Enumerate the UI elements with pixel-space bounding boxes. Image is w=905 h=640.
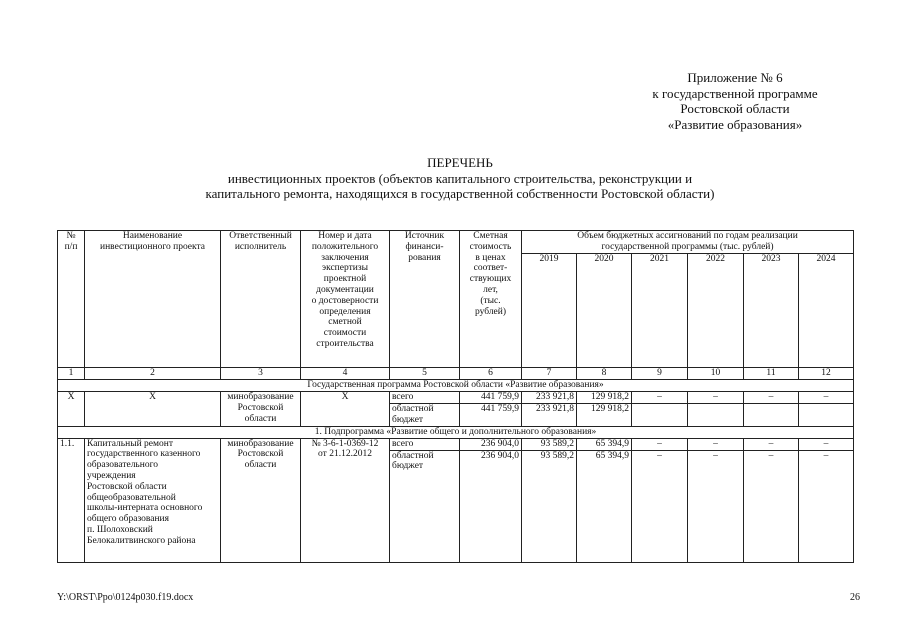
value-cell [632, 404, 688, 427]
column-number: 6 [460, 368, 522, 380]
project-executor: минобразование Ростовской области [221, 438, 301, 562]
value-cell: – [799, 392, 854, 404]
column-number: 4 [301, 368, 390, 380]
column-numbers-row [58, 368, 854, 380]
value-cell: 93 589,2 [522, 438, 577, 450]
cost-cell: 236 904,0 [460, 450, 522, 562]
value-cell: 233 921,8 [522, 404, 577, 427]
value-cell: 93 589,2 [522, 450, 577, 562]
title-line: капитального ремонта, находящихся в государственной собственности Ростовской области) [205, 186, 715, 201]
project-num: 1.1. [58, 438, 85, 562]
header-year: 2023 [744, 254, 799, 368]
column-number: 10 [688, 368, 744, 380]
program-executor: минобразование Ростовской области [221, 392, 301, 427]
header-num: № п/п [58, 231, 85, 368]
project-name: Капитальный ремонт государственного казенного образовательного учреждения Ростовской области общеобразовательной школы-интерната основного общего образования п. Шолоховский Белокалитвинского района [85, 438, 221, 562]
value-cell: – [688, 438, 744, 450]
value-cell: – [744, 450, 799, 562]
header-executor: Ответственный исполнитель [221, 231, 301, 368]
value-cell: – [688, 392, 744, 404]
column-number: 5 [390, 368, 460, 380]
header-cost: Сметная стоимость в ценах соответ- ствующих лет, (тыс. рублей) [460, 231, 522, 368]
header-year: 2021 [632, 254, 688, 368]
program-title-row [58, 380, 854, 392]
header-volume: Объем бюджетных ассигнований по годам реализации государственной программы (тыс. рублей) [522, 231, 854, 254]
column-number: 9 [632, 368, 688, 380]
header-year: 2022 [688, 254, 744, 368]
header-year: 2019 [522, 254, 577, 368]
column-number: 8 [577, 368, 632, 380]
value-cell: – [632, 450, 688, 562]
source-cell: областной бюджет [390, 450, 460, 562]
value-cell: 65 394,9 [577, 438, 632, 450]
appendix-line: Ростовской области [680, 101, 790, 116]
value-cell [688, 404, 744, 427]
program-title: Государственная программа Ростовской области «Развитие образования» [58, 380, 854, 392]
column-number: 12 [799, 368, 854, 380]
header-source: Источник финанси- рования [390, 231, 460, 368]
value-cell: 129 918,2 [577, 404, 632, 427]
file-path: Y:\ORST\Ppo\0124p030.f19.docx [57, 592, 194, 603]
document-title [150, 155, 770, 202]
subprogram-title-row [58, 426, 854, 438]
header-year: 2024 [799, 254, 854, 368]
value-cell: 233 921,8 [522, 392, 577, 404]
title-heading: ПЕРЕЧЕНЬ [427, 155, 493, 170]
header-approval: Номер и дата положительного заключения экспертизы проектной документации о достоверности определения сметной стоимости строительства [301, 231, 390, 368]
program-name: Х [85, 392, 221, 427]
value-cell: 65 394,9 [577, 450, 632, 562]
header-row [58, 231, 854, 254]
value-cell: – [688, 450, 744, 562]
project-approval: № 3-6-1-0369-12 от 21.12.2012 [301, 438, 390, 562]
project-row-total [58, 438, 854, 450]
value-cell: – [799, 450, 854, 562]
value-cell: – [744, 392, 799, 404]
value-cell [744, 404, 799, 427]
value-cell: – [799, 438, 854, 450]
cost-cell: 236 904,0 [460, 438, 522, 450]
column-number: 7 [522, 368, 577, 380]
program-row-total [58, 392, 854, 404]
subprogram-title: 1. Подпрограмма «Развитие общего и дополнительного образования» [58, 426, 854, 438]
source-cell: областной бюджет [390, 404, 460, 427]
header-year: 2020 [577, 254, 632, 368]
source-cell: всего [390, 392, 460, 404]
cost-cell: 441 759,9 [460, 392, 522, 404]
source-cell: всего [390, 438, 460, 450]
value-cell: – [744, 438, 799, 450]
column-number: 3 [221, 368, 301, 380]
title-line: инвестиционных проектов (объектов капитального строительства, реконструкции и [227, 170, 693, 186]
program-approval: Х [301, 392, 390, 427]
value-cell: – [632, 392, 688, 404]
value-cell: – [632, 438, 688, 450]
appendix-block [600, 70, 870, 132]
investment-projects-table [57, 230, 854, 563]
value-cell [799, 404, 854, 427]
page-number: 26 [850, 592, 860, 603]
column-number: 11 [744, 368, 799, 380]
appendix-line: к государственной программе [652, 85, 818, 101]
column-number: 2 [85, 368, 221, 380]
program-num: Х [58, 392, 85, 427]
header-name: Наименование инвестиционного проекта [85, 231, 221, 368]
value-cell: 129 918,2 [577, 392, 632, 404]
cost-cell: 441 759,9 [460, 404, 522, 427]
column-number: 1 [58, 368, 85, 380]
appendix-line: Приложение № 6 [687, 70, 783, 85]
appendix-line: «Развитие образования» [667, 116, 803, 132]
